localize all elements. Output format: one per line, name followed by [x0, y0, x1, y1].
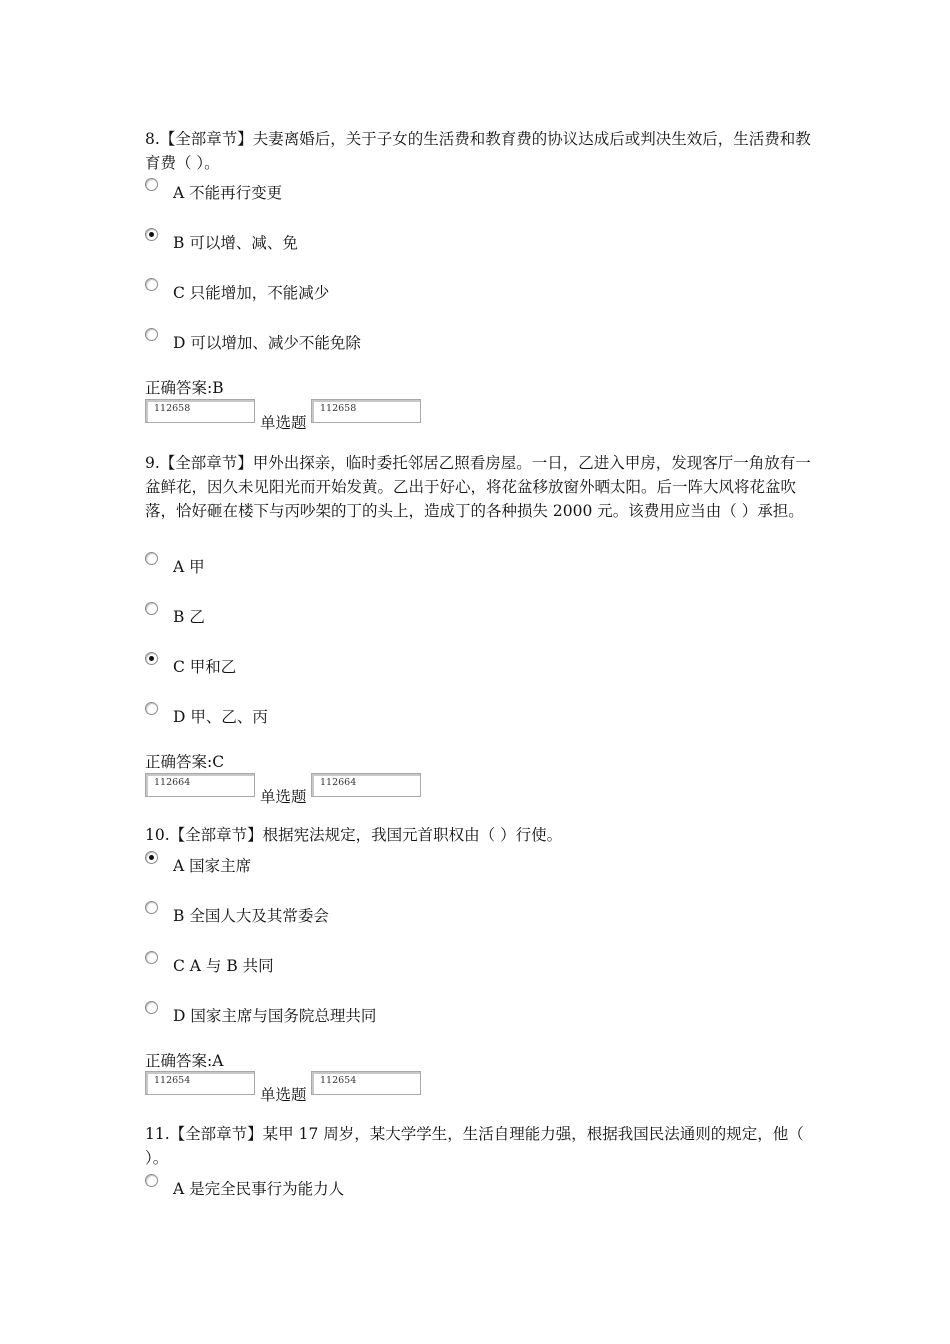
- option-label: A 不能再行变更: [173, 184, 283, 202]
- question-id-field[interactable]: 112654: [145, 1071, 255, 1095]
- radio-button[interactable]: [145, 552, 158, 565]
- question-text: 10.【全部章节】根据宪法规定，我国元首职权由（ ）行使。: [145, 826, 563, 844]
- radio-button[interactable]: [145, 178, 158, 191]
- option-label: A 是完全民事行为能力人: [173, 1180, 345, 1198]
- correct-answer: 正确答案:C: [145, 753, 225, 771]
- radio-button[interactable]: [145, 278, 158, 291]
- radio-button[interactable]: [145, 702, 158, 715]
- option-label: B 乙: [173, 608, 205, 626]
- radio-button-selected[interactable]: [145, 652, 158, 665]
- radio-button[interactable]: [145, 1001, 158, 1014]
- question-type: 单选题: [260, 414, 307, 432]
- correct-answer: 正确答案:B: [145, 379, 224, 397]
- question-9: [145, 451, 820, 806]
- question-text: 9.【全部章节】甲外出探亲，临时委托邻居乙照看房屋。一日，乙进入甲房，发现客厅一角放有一盆鲜花，因久未见阳光而开始发黄。乙出于好心，将花盆移放窗外晒太阳。后一阵大风将花盆吹落，恰好砸在楼下与丙吵架的丁的头上，造成丁的各种损失 2000 元。该费用应当由（ ）承担。: [145, 454, 811, 520]
- question-8: [145, 127, 820, 432]
- question-type: 单选题: [260, 1086, 307, 1104]
- question-11: [145, 1122, 820, 1198]
- option-label: B 全国人大及其常委会: [173, 907, 329, 925]
- radio-button-selected[interactable]: [145, 228, 158, 241]
- radio-button[interactable]: [145, 1174, 158, 1187]
- option-label: D 可以增加、减少不能免除: [173, 334, 361, 352]
- radio-button-selected[interactable]: [145, 851, 158, 864]
- radio-button[interactable]: [145, 602, 158, 615]
- question-id-field[interactable]: 112658: [311, 399, 421, 423]
- option-label: A 国家主席: [173, 857, 252, 875]
- question-id-field[interactable]: 112664: [311, 773, 421, 797]
- question-id-field[interactable]: 112654: [311, 1071, 421, 1095]
- option-label: B 可以增、减、免: [173, 234, 298, 252]
- question-id-field[interactable]: 112664: [145, 773, 255, 797]
- option-label: C A 与 B 共同: [173, 957, 274, 975]
- radio-button[interactable]: [145, 328, 158, 341]
- radio-button[interactable]: [145, 901, 158, 914]
- option-label: C 只能增加，不能减少: [173, 284, 330, 302]
- question-text: 11.【全部章节】某甲 17 周岁，某大学学生，生活自理能力强，根据我国民法通则的规定，他（ ）。: [145, 1125, 804, 1167]
- option-label: C 甲和乙: [173, 658, 237, 676]
- radio-button[interactable]: [145, 951, 158, 964]
- question-type: 单选题: [260, 788, 307, 806]
- option-label: A 甲: [173, 558, 205, 576]
- correct-answer: 正确答案:A: [145, 1052, 224, 1070]
- option-label: D 甲、乙、丙: [173, 708, 268, 726]
- question-id-field[interactable]: 112658: [145, 399, 255, 423]
- question-10: [145, 823, 820, 1104]
- option-label: D 国家主席与国务院总理共同: [173, 1007, 377, 1025]
- question-text: 8.【全部章节】夫妻离婚后，关于子女的生活费和教育费的协议达成后或判决生效后，生活费和教育费（ ）。: [145, 130, 811, 172]
